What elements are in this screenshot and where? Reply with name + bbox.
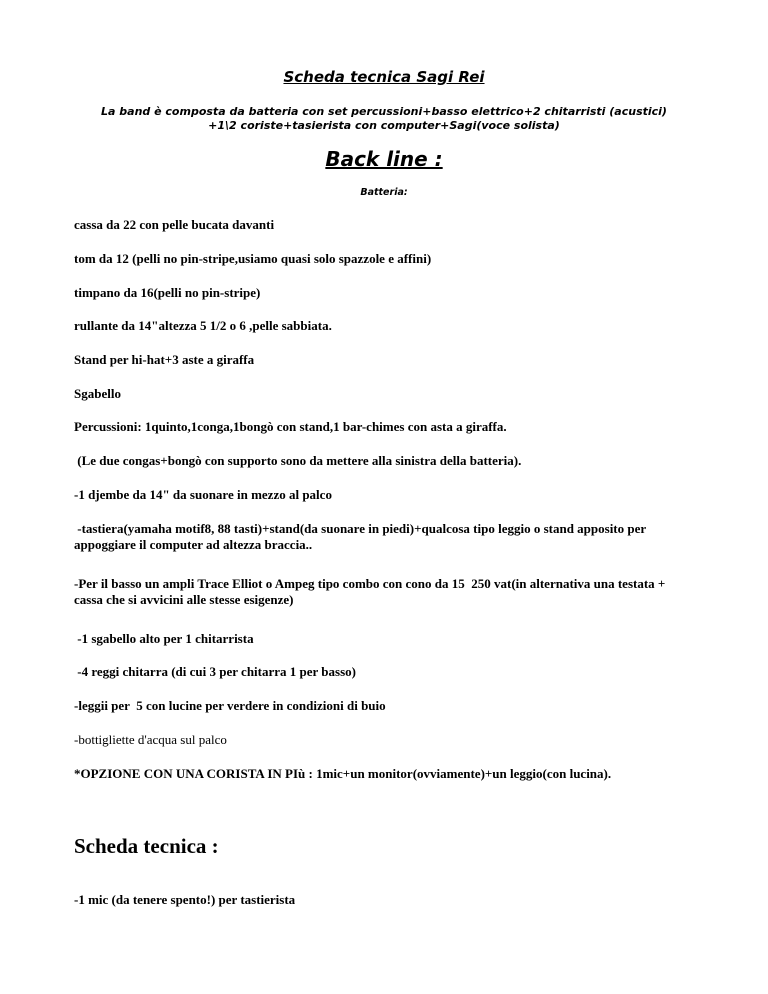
backline-item: (Le due congas+bongò con supporto sono da mettere alla sinistra della batteria). [74, 453, 522, 468]
band-description-line: +1\2 coriste+tasierista con computer+Sagi(voce solista) [208, 119, 560, 132]
backline-item: -tastiera(yamaha motif8, 88 tasti)+stand(da suonare in piedi)+qualcosa tipo leggio o stand apposito per appoggiare il computer ad altezza braccia.. [74, 521, 650, 552]
backline-item: Sgabello [74, 386, 121, 401]
backline-heading: Back line : [325, 147, 443, 171]
backline-item: -bottigliette d'acqua sul palco [74, 732, 227, 747]
scheda-item: -1 mic (da tenere spento!) per tastierista [74, 892, 296, 907]
backline-item: -leggii per 5 con lucine per verdere in condizioni di buio [74, 698, 386, 713]
backline-item: -4 reggi chitarra (di cui 3 per chitarra 1 per basso) [74, 664, 356, 679]
document-title: Scheda tecnica Sagi Rei [283, 68, 485, 86]
backline-item: timpano da 16(pelli no pin-stripe) [74, 285, 261, 300]
band-description [60, 105, 708, 133]
band-description-line: La band è composta da batteria con set percussioni+basso elettrico+2 chitarristi (acustici) [101, 105, 667, 118]
backline-item: rullante da 14"altezza 5 1/2 o 6 ,pelle sabbiata. [74, 318, 332, 333]
batteria-subheading: Batteria: [360, 187, 408, 198]
backline-item: Stand per hi-hat+3 aste a giraffa [74, 352, 255, 367]
backline-item: cassa da 22 con pelle bucata davanti [74, 217, 275, 232]
backline-item: *OPZIONE CON UNA CORISTA IN PIù : 1mic+un monitor(ovviamente)+un leggio(con lucina). [74, 766, 612, 781]
backline-item: tom da 12 (pelli no pin-stripe,usiamo quasi solo spazzole e affini) [74, 251, 432, 266]
scheda-tecnica-heading: Scheda tecnica : [74, 834, 219, 858]
backline-item: -1 sgabello alto per 1 chitarrista [74, 631, 254, 646]
backline-item: -Per il basso un ampli Trace Elliot o Ampeg tipo combo con cono da 15 250 vat(in alternativa una testata + cassa che si avvicini alle stesse esigenze) [74, 576, 669, 607]
backline-item: -1 djembe da 14" da suonare in mezzo al palco [74, 487, 332, 502]
backline-item: Percussioni: 1quinto,1conga,1bongò con stand,1 bar-chimes con asta a giraffa. [74, 419, 507, 434]
